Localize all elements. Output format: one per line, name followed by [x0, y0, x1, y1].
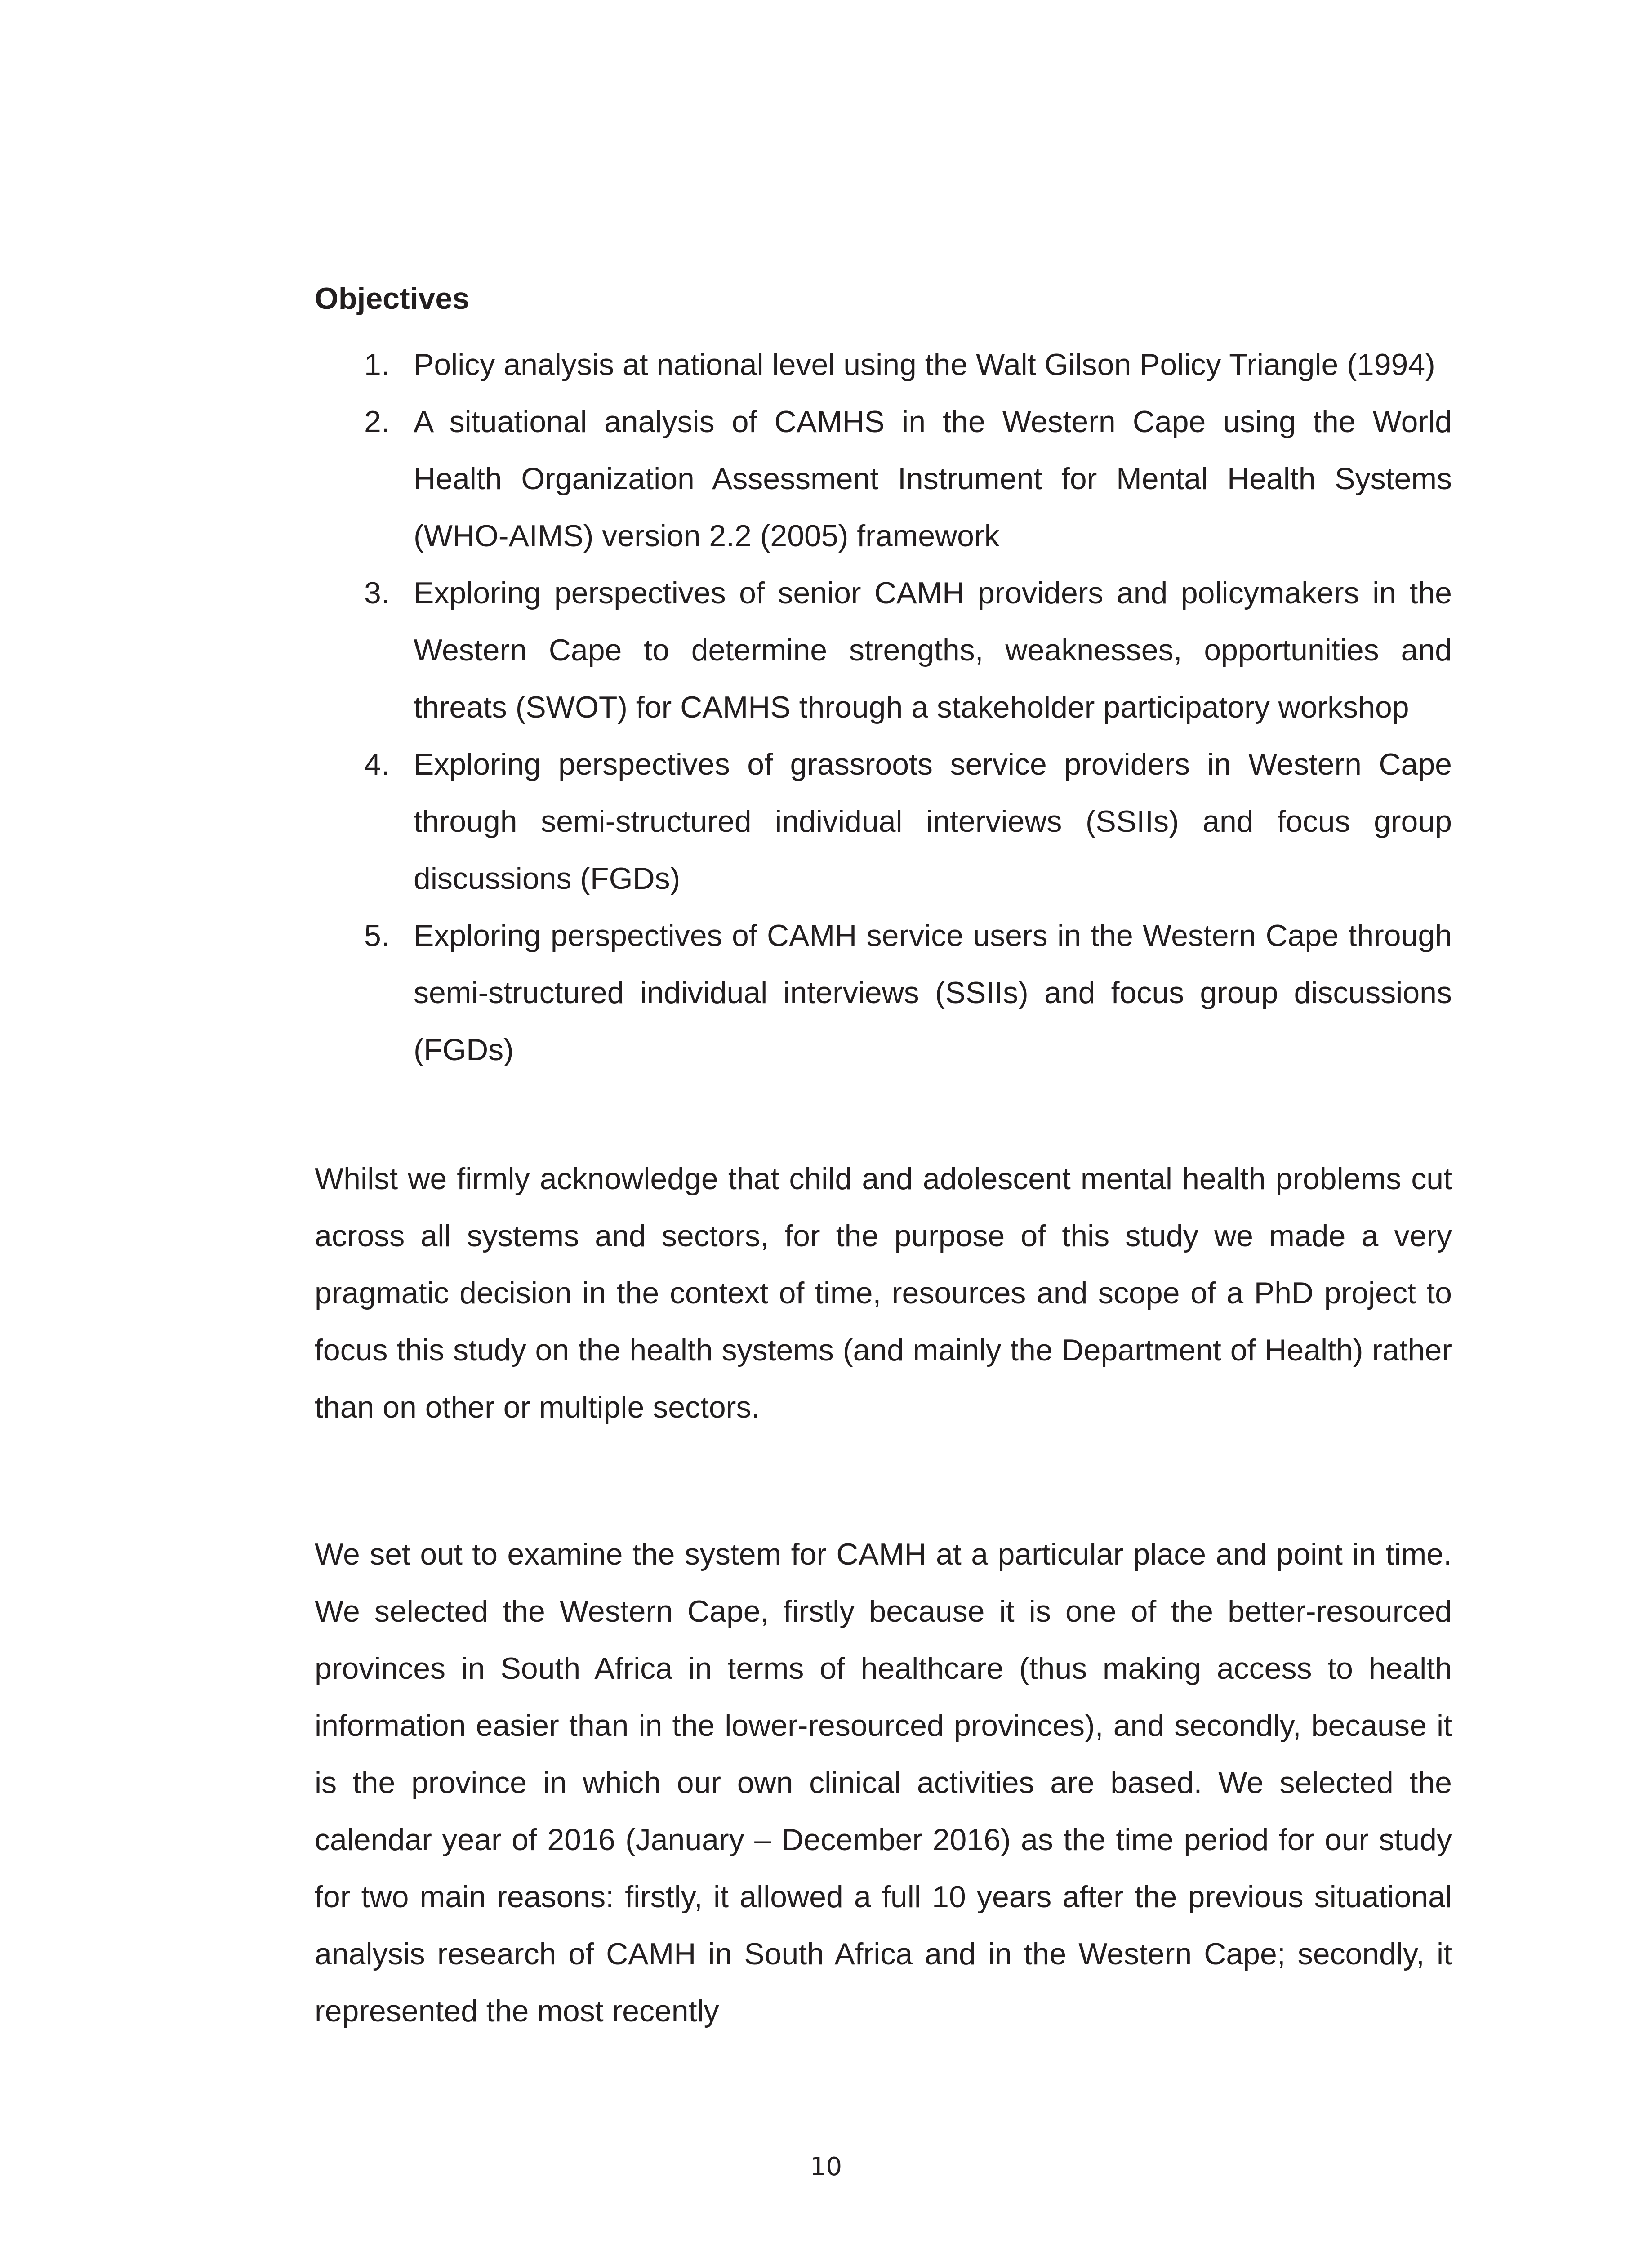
objective-text: Policy analysis at national level using the Walt Gilson Policy Triangle (1994): [414, 348, 1435, 382]
objective-text: Exploring perspectives of senior CAMH providers and policymakers in the Western Cape to determine strengths, weaknesses, opportunities and threats (SWOT) for CAMHS through a stakeholder participatory workshop: [414, 576, 1452, 724]
objective-item: [315, 736, 1452, 907]
objective-text: Exploring perspectives of grassroots service providers in Western Cape through semi-structured individual interviews (SSIIs) and focus group discussions (FGDs): [414, 747, 1452, 896]
objective-number: 5.: [364, 919, 390, 953]
objective-number: 1.: [364, 348, 390, 382]
objective-text: Exploring perspectives of CAMH service users in the Western Cape through semi-structured individual interviews (SSIIs) and focus group discussions (FGDs): [414, 919, 1452, 1067]
page-body: [315, 270, 1452, 2040]
objective-item: [315, 336, 1452, 393]
objective-item: [315, 393, 1452, 565]
page-number: 10: [810, 2152, 842, 2181]
objectives-list: [315, 336, 1452, 1079]
objective-number: 3.: [364, 576, 390, 610]
paragraph-setting: We set out to examine the system for CAMH at a particular place and point in time. We selected the Western Cape, firstly because it is one of the better-resourced provinces in South Africa in terms of healthcare (thus making access to health information easier than in the lower-resourced provinces), and secondly, because it is the province in which our own clinical activities are based. We selected the calendar year of 2016 (January – December 2016) as the time period for our study for two main reasons: firstly, it allowed a full 10 years after the previous situational analysis research of CAMH in South Africa and in the Western Cape; secondly, it represented the most recently: [315, 1537, 1452, 2028]
objective-number: 4.: [364, 747, 390, 781]
objective-number: 2.: [364, 405, 390, 439]
objective-text: A situational analysis of CAMHS in the Western Cape using the World Health Organization Assessment Instrument for Mental Health Systems (WHO-AIMS) version 2.2 (2005) framework: [414, 405, 1452, 553]
objective-item: [315, 907, 1452, 1079]
objectives-heading: Objectives: [315, 281, 469, 316]
objective-item: [315, 565, 1452, 736]
paragraph-scope: Whilst we firmly acknowledge that child and adolescent mental health problems cut across all systems and sectors, for the purpose of this study we made a very pragmatic decision in the context of time, resources and scope of a PhD project to focus this study on the health systems (and mainly the Department of Health) rather than on other or multiple sectors.: [315, 1162, 1452, 1424]
